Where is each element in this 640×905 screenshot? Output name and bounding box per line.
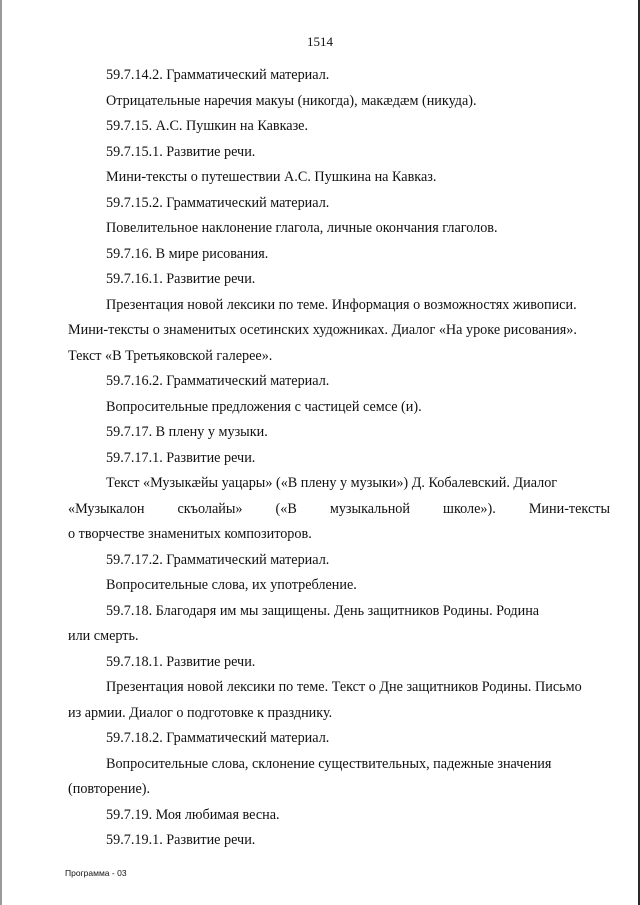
heading-59-7-16-1: 59.7.16.1. Развитие речи. [106, 271, 256, 287]
text-line: из армии. Диалог о подготовке к празднику. [68, 704, 333, 721]
text-line: Мини-тексты о путешествии А.С. Пушкина на Кавказ. [106, 169, 437, 185]
heading-59-7-15-2: 59.7.15.2. Грамматический материал. [106, 194, 330, 211]
footer-label: Программа - 03 [65, 868, 127, 878]
text-line: Вопросительные слова, склонение существительных, падежные значения [106, 755, 552, 772]
text-line: о творчестве знаменитых композиторов. [68, 526, 312, 542]
heading-59-7-18-2: 59.7.18.2. Грамматический материал. [106, 730, 330, 746]
text-line-justified [68, 497, 610, 523]
heading-59-7-17-1: 59.7.17.1. Развитие речи. [106, 449, 256, 466]
text-line: Презентация новой лексики по теме. Информация о возможностях живописи. [106, 296, 577, 313]
heading-59-7-17-2: 59.7.17.2. Грамматический материал. [106, 551, 330, 568]
heading-59-7-15: 59.7.15. А.С. Пушкин на Кавказе. [106, 118, 309, 134]
word: («В [275, 500, 297, 517]
word: музыкальной [329, 500, 410, 517]
text-line: Вопросительные слова, их употребление. [106, 577, 357, 593]
heading-59-7-18: 59.7.18. Благодаря им мы защищены. День защитников Родины. Родина [106, 602, 540, 619]
text-line: (повторение). [68, 781, 151, 797]
word: «Музыкалон [68, 500, 145, 517]
heading-59-7-14-2: 59.7.14.2. Грамматический материал. [106, 67, 330, 83]
document-body [68, 63, 610, 854]
text-line: Текст «В Третьяковской галерее». [68, 347, 273, 364]
text-line: Мини-тексты о знаменитых осетинских художниках. Диалог «На уроке рисования». [68, 322, 577, 338]
heading-59-7-19-1: 59.7.19.1. Развитие речи. [106, 832, 256, 848]
word: Мини-тексты [528, 500, 610, 517]
heading-continuation: или смерть. [68, 628, 139, 644]
text-line: Отрицательные наречия макуы (никогда), макæдæм (никуда). [106, 92, 477, 109]
page-number: 1514 [307, 34, 333, 49]
heading-59-7-16-2: 59.7.16.2. Грамматический материал. [106, 373, 330, 389]
heading-59-7-17: 59.7.17. В плену у музыки. [106, 424, 268, 440]
heading-59-7-19: 59.7.19. Моя любимая весна. [106, 806, 280, 823]
heading-59-7-15-1: 59.7.15.1. Развитие речи. [106, 143, 256, 160]
heading-59-7-18-1: 59.7.18.1. Развитие речи. [106, 653, 256, 670]
text-line: Повелительное наклонение глагола, личные окончания глаголов. [106, 220, 498, 236]
text-line: Текст «Музыкæйы уацары» («В плену у музыки») Д. Кобалевский. Диалог [106, 475, 558, 491]
heading-59-7-16: 59.7.16. В мире рисования. [106, 245, 269, 262]
text-line: Вопросительные предложения с частицей семсе (и). [106, 398, 422, 415]
word: скъолайы» [177, 500, 243, 517]
word: школе»). [443, 500, 496, 517]
text-line: Презентация новой лексики по теме. Текст о Дне защитников Родины. Письмо [106, 679, 582, 695]
